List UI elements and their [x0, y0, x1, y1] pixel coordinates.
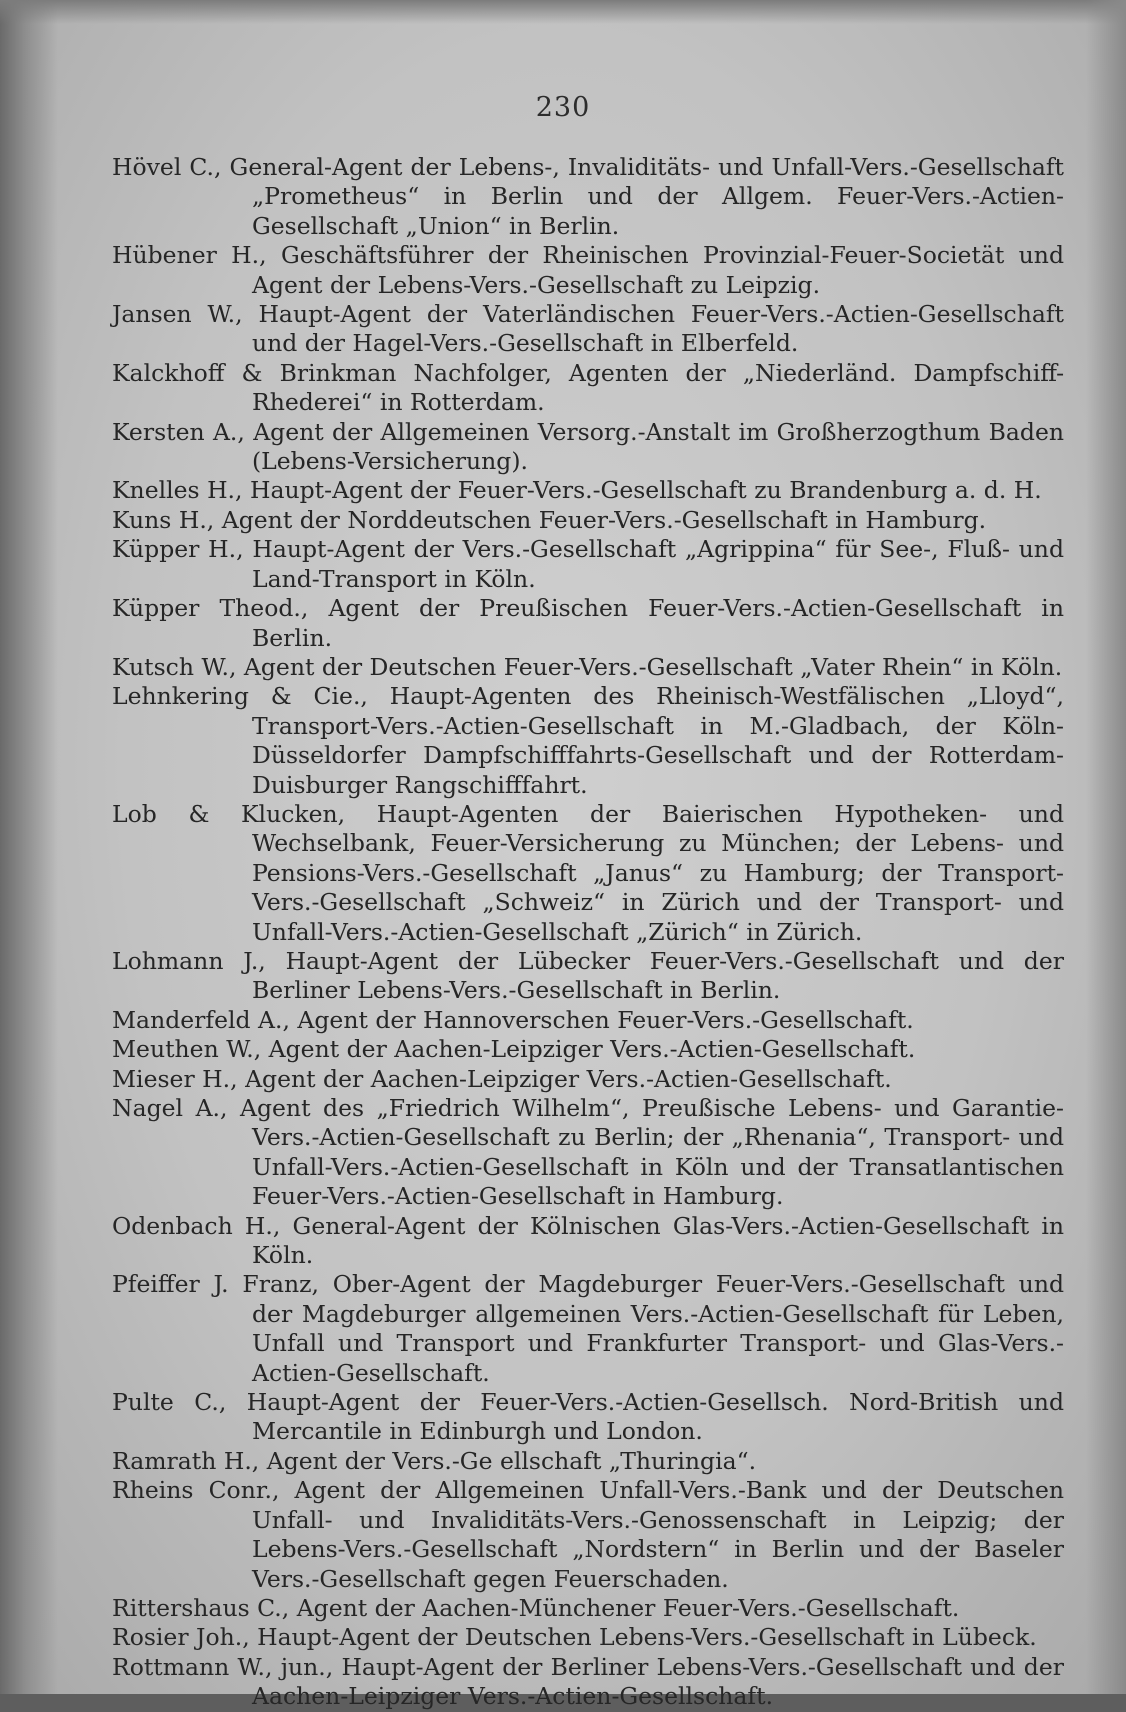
entry-name: Kalckhoff & Brinkman Nachfolger,: [112, 358, 552, 387]
entry-name: Odenbach H.,: [112, 1211, 281, 1240]
entry-name: Rittershaus C.,: [112, 1593, 290, 1622]
page-edge-right: [1086, 0, 1126, 1694]
entry-name: Küpper H.,: [112, 535, 244, 564]
page-edge-top: [0, 0, 1126, 24]
directory-entry: [112, 1035, 1064, 1064]
directory-entry: [112, 476, 1064, 505]
entry-name: Manderfeld A.,: [112, 1005, 290, 1034]
entry-description: Agent der Aachen-Leipziger Vers.-Actien-Gesellschaft.: [268, 1035, 916, 1064]
directory-entry: [112, 682, 1064, 800]
directory-entry: [112, 1212, 1064, 1271]
directory-entry: [112, 1388, 1064, 1447]
entry-description: Haupt-Agenten der Baierischen Hypotheken- und Wechselbank, Feuer-Versicherung zu München; der Lebens- und Pensions-Vers.-Gesellschaft „Janus“ zu Hamburg; der Transport-Vers.-Gesellschaft „Schweiz“ in Zürich und der Transport- und Unfall-Vers.-Actien-Gesellschaft „Zürich“ in Zürich.: [252, 799, 1064, 946]
directory-entry: [112, 1653, 1064, 1712]
entry-name: Kutsch W.,: [112, 652, 237, 681]
directory-entry: [112, 1623, 1064, 1652]
entry-name: Lob & Klucken,: [112, 799, 346, 828]
entry-description: Agent der Vers.-Ge ellschaft „Thuringia“.: [266, 1446, 757, 1475]
entry-name: Küpper Theod.,: [112, 594, 309, 623]
directory-entry: [112, 359, 1064, 418]
directory-entry: [112, 506, 1064, 535]
entry-description: Agent der Allgemeinen Unfall-Vers.-Bank und der Deutschen Unfall- und Invaliditäts-Vers.-Genossenschaft in Leipzig; der Lebens-Vers.-Gesellschaft „Nordstern“ in Berlin und der Baseler Vers.-Gesellschaft gegen Feuerschaden.: [252, 1476, 1064, 1593]
directory-entry: [112, 1447, 1064, 1476]
directory-entry: [112, 1476, 1064, 1594]
entry-name: Hübener H.,: [112, 241, 267, 270]
entry-name: Rosier Joh.,: [112, 1623, 250, 1652]
entry-description: Geschäftsführer der Rheinischen Provinzial-Feuer-Societät und Agent der Lebens-Vers.-Gesellschaft zu Leipzig.: [252, 241, 1064, 299]
entry-name: Hövel C.,: [112, 153, 222, 181]
directory-entry: [112, 1065, 1064, 1094]
directory-entry: [112, 153, 1064, 241]
entry-name: Nagel A.,: [112, 1094, 228, 1122]
entry-description: Agent der Aachen-Münchener Feuer-Vers.-Gesellschaft.: [296, 1593, 960, 1622]
entry-description: General-Agent der Lebens-, Invaliditäts- und Unfall-Vers.-Gesellschaft „Prometheus“ in Berlin und der Allgem. Feuer-Vers.-Actien-Gesellschaft „Union“ in Berlin.: [229, 153, 1064, 240]
directory-entry: [112, 1094, 1064, 1212]
entry-name: Ramrath H.,: [112, 1446, 260, 1475]
entry-name: Pulte C.,: [112, 1388, 227, 1417]
entry-description: Haupt-Agent der Deutschen Lebens-Vers.-Gesellschaft in Lübeck.: [257, 1623, 1037, 1652]
directory-entry: [112, 1006, 1064, 1035]
entry-name: Rottmann W., jun.,: [112, 1652, 334, 1681]
entry-description: Agent der Preußischen Feuer-Vers.-Actien-Gesellschaft in Berlin.: [252, 594, 1064, 652]
page-edge-left: [0, 0, 58, 1694]
directory-entry: [112, 594, 1064, 653]
entry-description: Haupt-Agent der Vers.-Gesellschaft „Agrippina“ für See-, Fluß- und Land-Transport in Köln.: [252, 535, 1064, 593]
entry-name: Kersten A.,: [112, 417, 245, 446]
entry-description: Haupt-Agent der Vaterländischen Feuer-Vers.-Actien-Gesellschaft und der Hagel-Vers.-Gesellschaft in Elberfeld.: [252, 300, 1064, 358]
directory-entry: [112, 653, 1064, 682]
entry-name: Knelles H.,: [112, 476, 243, 505]
entry-description: Agenten der „Niederländ. Dampfschiff-Rhederei“ in Rotterdam.: [252, 358, 1065, 417]
page-number: 230: [535, 92, 591, 123]
directory-entry: [112, 418, 1064, 477]
directory-entry: [112, 800, 1064, 947]
entry-description: Ober-Agent der Magdeburger Feuer-Vers.-Gesellschaft und der Magdeburger allgemeinen Vers.-Actien-Gesellschaft für Leben, Unfall und Transport und Frankfurter Transport- und Glas-Vers.-Actien-Gesellschaft.: [252, 1270, 1064, 1387]
entry-description: General-Agent der Kölnischen Glas-Vers.-Actien-Gesellschaft in Köln.: [252, 1211, 1064, 1270]
entry-name: Mieser H.,: [112, 1064, 238, 1093]
entry-description: Agent der Deutschen Feuer-Vers.-Gesellschaft „Vater Rhein“ in Köln.: [243, 652, 1063, 681]
entry-name: Lehnkering & Cie.,: [112, 682, 368, 711]
directory-entry: [112, 241, 1064, 300]
entry-description: Haupt-Agent der Feuer-Vers.-Gesellschaft zu Brandenburg a. d. H.: [250, 476, 1042, 505]
directory-entry: [112, 1594, 1064, 1623]
directory-entry: [112, 535, 1064, 594]
directory-entry: [112, 947, 1064, 1006]
entry-description: Haupt-Agent der Berliner Lebens-Vers.-Gesellschaft und der Aachen-Leipziger Vers.-Actien-Gesellschaft.: [252, 1652, 1064, 1711]
directory-list: [112, 153, 1064, 1712]
entry-description: Agent des „Friedrich Wilhelm“, Preußische Lebens- und Garantie-Vers.-Actien-Gesellschaft zu Berlin; der „Rhenania“, Transport- und Unfall-Vers.-Actien-Gesellschaft in Köln und der Transatlantischen Feuer-Vers.-Actien-Gesellschaft in Hamburg.: [240, 1094, 1064, 1211]
entry-description: Haupt-Agent der Feuer-Vers.-Actien-Gesellsch. Nord-British und Mercantile in Edinburgh und London.: [246, 1388, 1064, 1446]
entry-name: Pfeiffer J. Franz,: [112, 1270, 319, 1299]
directory-entry: [112, 300, 1064, 359]
entry-name: Jansen W.,: [112, 300, 243, 329]
entry-name: Kuns H.,: [112, 505, 215, 534]
entry-description: Agent der Allgemeinen Versorg.-Anstalt im Großherzogthum Baden (Lebens-Versicherung).: [252, 417, 1064, 476]
entry-name: Rheins Conr.,: [112, 1476, 280, 1505]
entry-description: Agent der Aachen-Leipziger Vers.-Actien-Gesellschaft.: [245, 1064, 892, 1093]
entry-description: Agent der Norddeutschen Feuer-Vers.-Gesellschaft in Hamburg.: [221, 505, 987, 534]
directory-entry: [112, 1270, 1064, 1388]
entry-name: Lohmann J.,: [112, 946, 266, 975]
entry-description: Haupt-Agenten des Rheinisch-Westfälischen „Lloyd“, Transport-Vers.-Actien-Gesellschaft in M.-Gladbach, der Köln-Düsseldorfer Dampfschifffahrts-Gesellschaft und der Rotterdam-Duisburger Rangschifffahrt.: [252, 682, 1064, 799]
entry-name: Meuthen W.,: [112, 1035, 262, 1064]
entry-description: Agent der Hannoverschen Feuer-Vers.-Gesellschaft.: [297, 1005, 914, 1034]
entry-description: Haupt-Agent der Lübecker Feuer-Vers.-Gesellschaft und der Berliner Lebens-Vers.-Gesellschaft in Berlin.: [252, 946, 1064, 1005]
